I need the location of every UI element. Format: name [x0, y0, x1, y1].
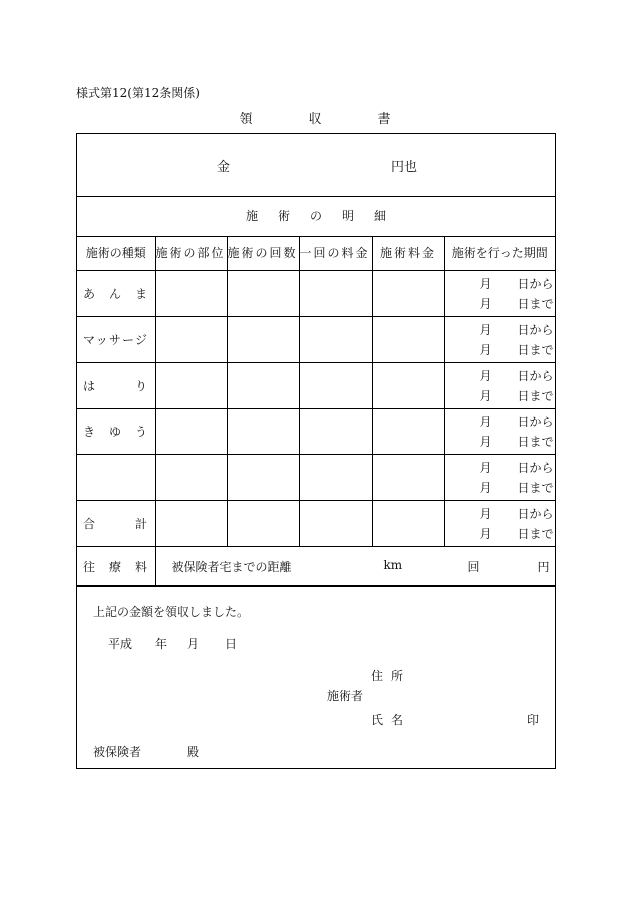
table-cell: [227, 363, 299, 409]
table-cell: [227, 271, 299, 317]
treatment-type: あんま: [77, 271, 155, 317]
treatment-table: [77, 236, 555, 586]
table-cell: [299, 363, 372, 409]
table-cell: [155, 409, 227, 455]
table-row: [77, 409, 555, 455]
receipt-form: [76, 133, 556, 769]
yen-unit: 円: [537, 560, 550, 574]
date-month: 月: [187, 637, 200, 651]
treatment-type: マッサージ: [77, 317, 155, 363]
distance-label: 被保険者宅までの距離: [171, 560, 292, 574]
column-header: 施術を行った期間: [444, 236, 555, 271]
insured-label: 被保険者: [93, 745, 142, 759]
km-unit: km: [383, 558, 403, 572]
table-cell: [155, 455, 227, 501]
table-cell: [299, 455, 372, 501]
table-cell: [227, 317, 299, 363]
seal-mark: 印: [527, 713, 540, 727]
table-cell: [227, 501, 299, 547]
travel-fee-row: [77, 547, 555, 586]
table-header-row: [77, 236, 555, 271]
treatment-period: 月 日から 月 日まで: [444, 409, 555, 455]
name-label: 氏名: [371, 713, 412, 727]
travel-fee-label: 往療料: [77, 547, 155, 586]
treatment-period: 月 日から 月 日まで: [444, 271, 555, 317]
table-row: [77, 455, 555, 501]
table-cell: [299, 317, 372, 363]
table-cell: [155, 501, 227, 547]
date-era: 平成: [108, 637, 133, 651]
table-cell: [372, 317, 444, 363]
treatment-type: はり: [77, 363, 155, 409]
detail-header: 施術の明細: [77, 196, 555, 237]
treatment-period: 月 日から 月 日まで: [444, 317, 555, 363]
table-cell: [155, 271, 227, 317]
table-cell: [299, 271, 372, 317]
column-header: 施術の部位: [155, 236, 227, 271]
column-header: 一回の料金: [299, 236, 372, 271]
table-row: [77, 271, 555, 317]
amount-prefix: 金: [217, 160, 231, 175]
table-cell: [227, 455, 299, 501]
treatment-type: [77, 455, 155, 501]
table-row: [77, 363, 555, 409]
address-label: 住所: [371, 669, 412, 683]
practitioner-title: 施術者: [327, 689, 364, 703]
table-cell: [372, 501, 444, 547]
travel-fee-detail: [155, 547, 555, 586]
receipt-confirmation: [77, 586, 555, 769]
amount-suffix: 円也: [391, 160, 418, 175]
treatment-period: 月 日から 月 日まで: [444, 363, 555, 409]
receipt-statement: 上記の金額を領収しました。: [93, 605, 250, 619]
table-row: [77, 501, 555, 547]
table-cell: [227, 409, 299, 455]
table-row: [77, 317, 555, 363]
amount-section: [77, 134, 555, 197]
insured-honorific: 殿: [187, 745, 200, 759]
table-cell: [372, 271, 444, 317]
table-cell: [299, 409, 372, 455]
table-cell: [299, 501, 372, 547]
date-day: 日: [225, 637, 238, 651]
column-header: 施術の種類: [77, 236, 155, 271]
document-title: 領収書: [239, 112, 447, 127]
treatment-type: 合計: [77, 501, 155, 547]
column-header: 施術の回数: [227, 236, 299, 271]
table-cell: [372, 409, 444, 455]
table-cell: [372, 363, 444, 409]
table-cell: [372, 455, 444, 501]
treatment-type: きゆう: [77, 409, 155, 455]
table-cell: [155, 317, 227, 363]
date-year: 年: [155, 637, 168, 651]
treatment-period: 月 日から 月 日まで: [444, 501, 555, 547]
times-unit: 回: [467, 560, 480, 574]
table-cell: [155, 363, 227, 409]
treatment-period: 月 日から 月 日まで: [444, 455, 555, 501]
column-header: 施術料金: [372, 236, 444, 271]
form-number: 様式第12(第12条関係): [76, 86, 200, 100]
